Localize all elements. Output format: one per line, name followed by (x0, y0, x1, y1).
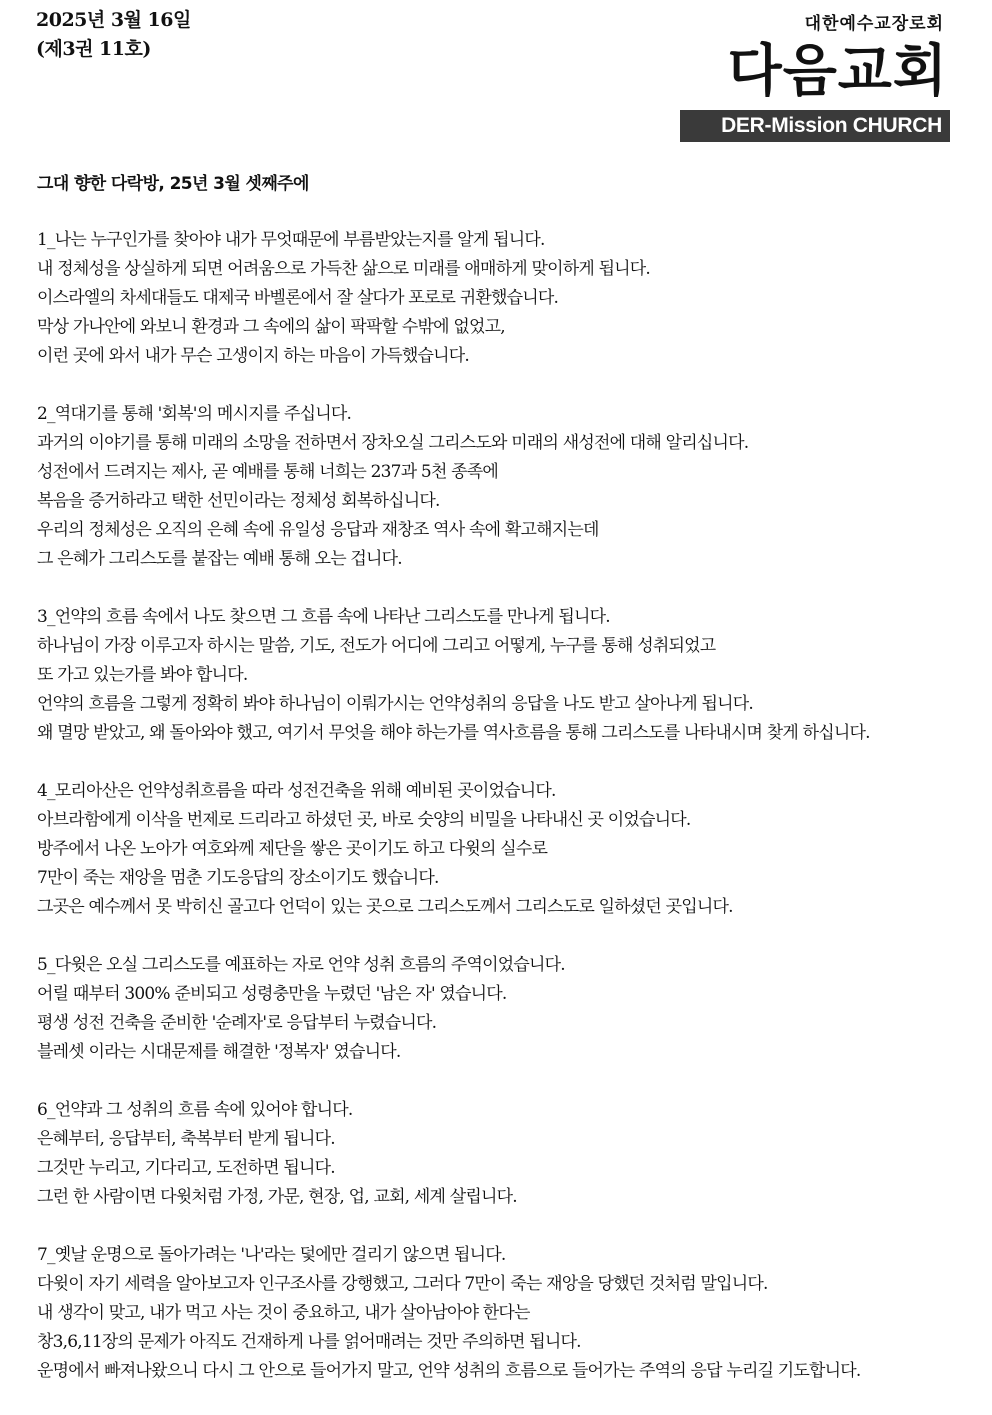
section-heading-line: 1_나는 누구인가를 찾아야 내가 무엇때문에 부름받았는지를 알게 됩니다. (37, 230, 545, 250)
body-line: 막상 가나안에 와보니 환경과 그 속에의 삶이 팍팍할 수밖에 없었고, (37, 317, 505, 337)
mission-banner: DER-Mission CHURCH (680, 110, 950, 142)
body-line: 내 정체성을 상실하게 되면 어려움으로 가득찬 삶으로 미래를 애매하게 맞이하게 됩니다. (37, 259, 651, 279)
body-line: 은혜부터, 응답부터, 축복부터 받게 됩니다. (37, 1129, 335, 1149)
body-line: 다윗이 자기 세력을 알아보고자 인구조사를 강행했고, 그러다 7만이 죽는 재앙을 당했던 것처럼 말입니다. (37, 1274, 768, 1294)
body-line: 내 생각이 맞고, 내가 먹고 사는 것이 중요하고, 내가 살아남아야 한다는 (37, 1303, 530, 1323)
section-heading-line: 3_언약의 흐름 속에서 나도 찾으면 그 흐름 속에 나타난 그리스도를 만나게 됩니다. (37, 607, 610, 627)
section-7 (37, 1241, 957, 1386)
body-line: 아브라함에게 이삭을 번제로 드리라고 하셨던 곳, 바로 숫양의 비밀을 나타내신 곳 이었습니다. (37, 810, 691, 830)
body-line: 왜 멸망 받았고, 왜 돌아와야 했고, 여기서 무엇을 해야 하는가를 역사흐름을 통해 그리스도를 나타내시며 찾게 하십니다. (37, 723, 870, 743)
section-4 (37, 777, 957, 922)
section-heading-line: 4_모리아산은 언약성취흐름을 따라 성전건축을 위해 예비된 곳이었습니다. (37, 781, 556, 801)
body-line: 그 은혜가 그리스도를 붙잡는 예배 통해 오는 겁니다. (37, 549, 402, 569)
body-line: 창3,6,11장의 문제가 아직도 건재하게 나를 얽어매려는 것만 주의하면 됩니다. (37, 1332, 581, 1352)
body-line: 운명에서 빠져나왔으니 다시 그 안으로 들어가지 말고, 언약 성취의 흐름으로 들어가는 주역의 응답 누리길 기도합니다. (37, 1361, 861, 1381)
body-line: 우리의 정체성은 오직의 은혜 속에 유일성 응답과 재창조 역사 속에 확고해지는데 (37, 520, 599, 540)
body-line: 블레셋 이라는 시대문제를 해결한 '정복자' 였습니다. (37, 1042, 401, 1062)
body-line: 방주에서 나온 노아가 여호와께 제단을 쌓은 곳이기도 하고 다윗의 실수로 (37, 839, 548, 859)
body-line: 성전에서 드려지는 제사, 곧 예배를 통해 너희는 237과 5천 종족에 (37, 462, 499, 482)
body-line: 그곳은 예수께서 못 박히신 골고다 언덕이 있는 곳으로 그리스도께서 그리스도로 일하셨던 곳입니다. (37, 897, 733, 917)
body-line: 그것만 누리고, 기다리고, 도전하면 됩니다. (37, 1158, 335, 1178)
body-line: 또 가고 있는가를 봐야 합니다. (37, 665, 248, 685)
issue-date: 2025년 3월 16일 (36, 9, 191, 31)
section-heading-line: 5_다윗은 오실 그리스도를 예표하는 자로 언약 성취 흐름의 주역이었습니다. (37, 955, 565, 975)
section-1 (37, 226, 957, 371)
section-heading-line: 6_언약과 그 성취의 흐름 속에 있어야 합니다. (37, 1100, 353, 1120)
body-line: 과거의 이야기를 통해 미래의 소망을 전하면서 장차오실 그리스도와 미래의 새성전에 대해 알리십니다. (37, 433, 749, 453)
section-3 (37, 603, 957, 748)
article-title: 그대 향한 다락방, 25년 3월 셋째주에 (37, 174, 309, 194)
issue-volume: (제3권 11호) (36, 38, 151, 60)
section-heading-line: 2_역대기를 통해 '회복'의 메시지를 주십니다. (37, 404, 352, 424)
body-line: 어릴 때부터 300% 준비되고 성령충만을 누렸던 '남은 자' 였습니다. (37, 984, 507, 1004)
article-body (37, 170, 957, 1415)
issue-info (36, 6, 191, 64)
section-6 (37, 1096, 957, 1212)
body-line: 하나님이 가장 이루고자 하시는 말씀, 기도, 전도가 어디에 그리고 어떻게, 누구를 통해 성취되었고 (37, 636, 716, 656)
denomination-label: 대한예수교장로회 (804, 14, 944, 34)
body-line: 복음을 증거하라고 택한 선민이라는 정체성 회복하십니다. (37, 491, 440, 511)
body-line: 이스라엘의 차세대들도 대제국 바벨론에서 잘 살다가 포로로 귀환했습니다. (37, 288, 559, 308)
body-line: 7만이 죽는 재앙을 멈춘 기도응답의 장소이기도 했습니다. (37, 868, 439, 888)
body-line: 이런 곳에 와서 내가 무슨 고생이지 하는 마음이 가득했습니다. (37, 346, 469, 366)
body-line: 언약의 흐름을 그렇게 정확히 봐야 하나님이 이뤄가시는 언약성취의 응답을 나도 받고 살아나게 됩니다. (37, 694, 753, 714)
section-2 (37, 400, 957, 574)
section-heading-line: 7_옛날 운명으로 돌아가려는 '나'라는 덫에만 걸리기 않으면 됩니다. (37, 1245, 506, 1265)
section-5 (37, 951, 957, 1067)
church-masthead (680, 12, 950, 142)
body-line: 평생 성전 건축을 준비한 '순례자'로 응답부터 누렸습니다. (37, 1013, 437, 1033)
church-name-logo: 다음교회 (727, 39, 948, 104)
body-line: 그런 한 사람이면 다윗처럼 가정, 가문, 현장, 업, 교회, 세계 살립니다. (37, 1187, 517, 1207)
